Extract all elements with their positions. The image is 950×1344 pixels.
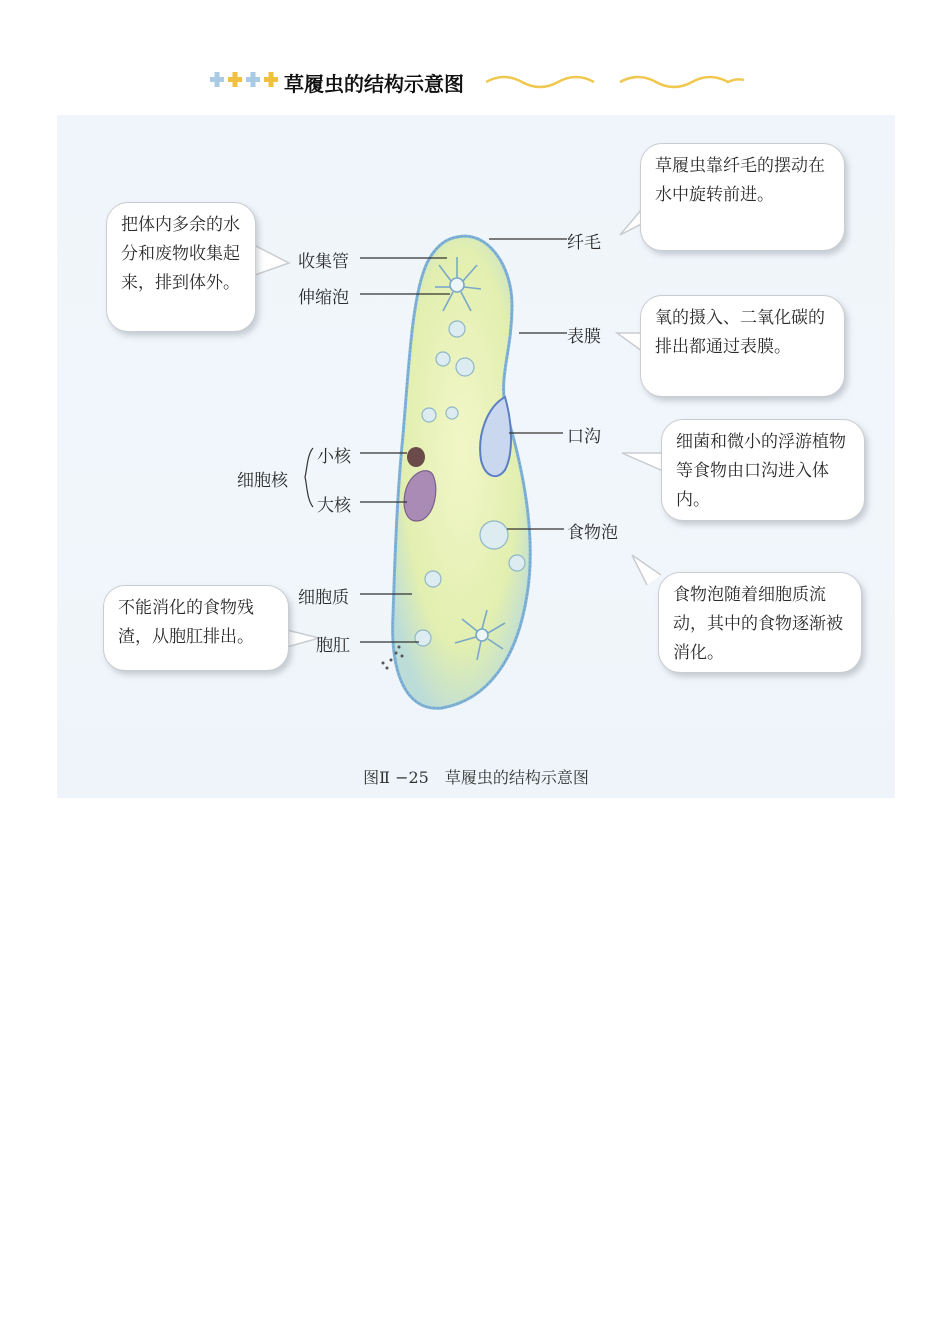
cross-icon xyxy=(210,72,224,87)
label-macronucleus: 大核 xyxy=(317,496,351,516)
bubble-food-vacuole: 食物泡随着细胞质流动，其中的食物逐渐被消化。 xyxy=(658,572,862,673)
label-anal-pore: 胞肛 xyxy=(316,636,350,656)
page-header xyxy=(206,66,766,98)
label-cilia: 纤毛 xyxy=(567,233,601,253)
bubble-excretion: 把体内多余的水分和废物收集起来，排到体外。 xyxy=(106,202,256,332)
cross-decoration-icon xyxy=(206,68,282,94)
paramecium-body xyxy=(393,236,531,708)
label-collecting-canal: 收集管 xyxy=(298,252,349,272)
cross-icon xyxy=(264,72,278,87)
page-title: 草履虫的结构示意图 xyxy=(284,72,464,96)
label-food-vacuole: 食物泡 xyxy=(567,523,618,543)
bubble-anal-pore: 不能消化的食物残渣，从胞肛排出。 xyxy=(103,585,289,671)
label-contractile-vacuole: 伸缩泡 xyxy=(298,288,349,308)
wave-decoration-icon xyxy=(486,72,748,94)
micronucleus xyxy=(407,447,425,467)
paramecium-figure xyxy=(57,115,895,798)
label-pellicle: 表膜 xyxy=(567,327,601,347)
label-cytoplasm: 细胞质 xyxy=(298,588,349,608)
cross-icon xyxy=(228,72,242,87)
label-oral-groove: 口沟 xyxy=(567,427,601,447)
label-micronucleus: 小核 xyxy=(317,447,351,467)
nucleus-brace-icon xyxy=(305,448,313,507)
bubble-pellicle: 氧的摄入、二氧化碳的排出都通过表膜。 xyxy=(640,295,845,397)
label-nucleus: 细胞核 xyxy=(237,471,288,491)
figure-caption: 图Ⅱ −25 草履虫的结构示意图 xyxy=(363,768,589,787)
cross-icon xyxy=(246,72,260,87)
bubble-cilia: 草履虫靠纤毛的摆动在水中旋转前进。 xyxy=(640,143,845,251)
bubble-oral-groove: 细菌和微小的浮游植物等食物由口沟进入体内。 xyxy=(661,419,865,521)
